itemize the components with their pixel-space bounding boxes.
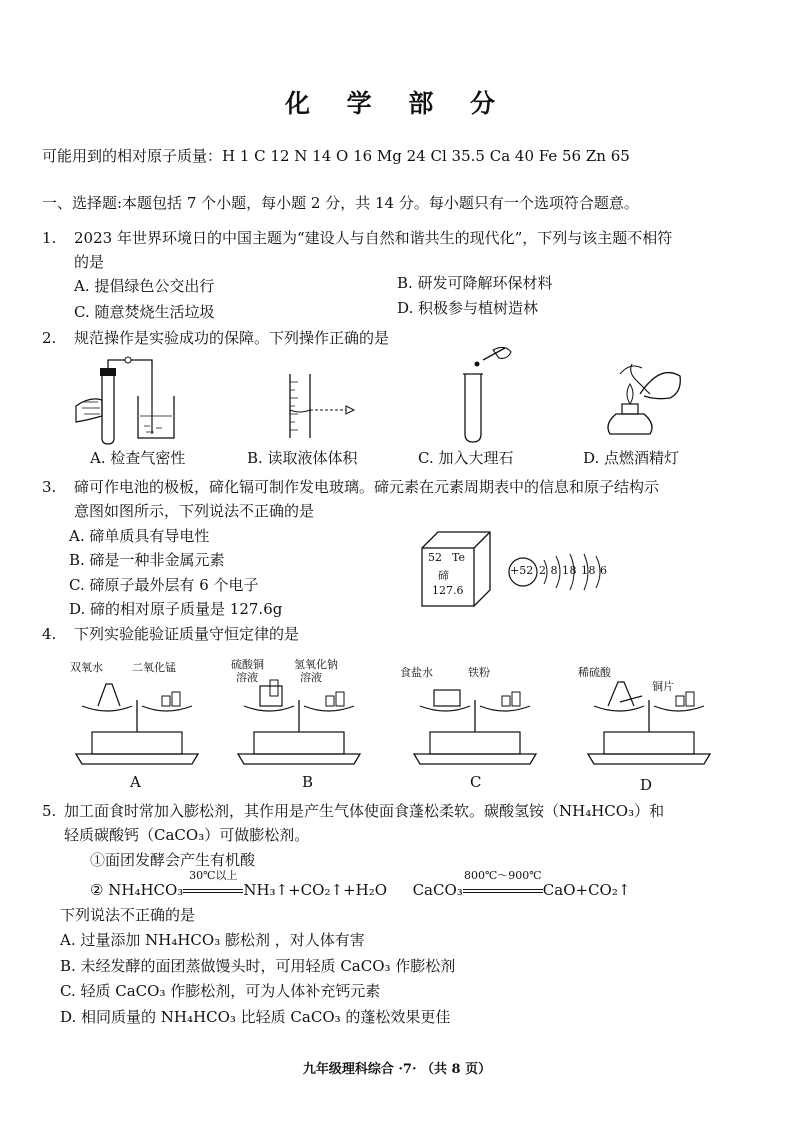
- q5-stem: 加工面食时常加入膨松剂，其作用是产生气体使面食蓬松柔软。碳酸氢铵（NH₄HCO₃）和: [64, 802, 665, 820]
- q5-option-a: A. 过量添加 NH₄HCO₃ 膨松剂 ，对人体有害: [60, 931, 365, 949]
- label-naoh-solution: 溶液: [300, 671, 322, 684]
- tile-symbol: Te: [452, 551, 465, 564]
- page-footer: 九年级理科综合 ·7· （共 8 页）: [302, 1062, 492, 1077]
- eq1-reactant: NH₄HCO₃: [108, 881, 184, 899]
- page-title: 化 学 部 分: [284, 89, 510, 118]
- eq1-products: NH₃↑+CO₂↑+H₂O: [243, 881, 387, 899]
- q2-option-a: A. 检查气密性: [90, 449, 186, 467]
- balance-c-caption: C: [470, 773, 482, 791]
- balance-b: [234, 676, 364, 766]
- q3-option-a: A. 碲单质具有导电性: [69, 527, 210, 545]
- q3-stem-cont: 意图如图所示，下列说法不正确的是: [74, 502, 315, 520]
- q1-option-a: A. 提倡绿色公交出行: [74, 277, 215, 295]
- label-dilute-h2so4: 稀硫酸: [578, 666, 611, 679]
- section-heading: 一、选择题:本题包括 7 个小题，每小题 2 分，共 14 分。每小题只有一个选项符合题意。: [42, 194, 639, 212]
- atomic-masses: 可能用到的相对原子质量：H 1 C 12 N 14 O 16 Mg 24 Cl 35.5 Ca 40 Fe 56 Zn 65: [42, 147, 630, 165]
- alcohol-lamp-figure: [600, 354, 690, 444]
- q5-equations: [90, 869, 631, 900]
- q5-info-1: ①面团发酵会产生有机酸: [90, 851, 256, 869]
- balance-b-caption: B: [302, 773, 314, 791]
- read-volume-figure: [280, 370, 370, 440]
- eq2-products: CaO+CO₂↑: [542, 881, 631, 899]
- q3-option-d: D. 碲的相对原子质量是 127.6g: [69, 600, 283, 618]
- q2-option-b: B. 读取液体体积: [247, 449, 358, 467]
- q3-option-b: B. 碲是一种非金属元素: [69, 551, 225, 569]
- label-copper-sheet: 铜片: [652, 680, 674, 693]
- label-naoh: 氢氧化钠: [294, 658, 338, 671]
- balance-a: [72, 676, 202, 766]
- airtightness-check-figure: [72, 356, 192, 446]
- q1-stem-cont: 的是: [74, 253, 105, 271]
- q2-option-d: D. 点燃酒精灯: [583, 449, 680, 467]
- q5-option-c: C. 轻质 CaCO₃ 作膨松剂，可为人体补充钙元素: [60, 982, 381, 1000]
- label-cuso4-solution: 溶液: [236, 671, 258, 684]
- eq2-arrow: [463, 869, 543, 900]
- q2-option-c: C. 加入大理石: [418, 449, 514, 467]
- balance-d-caption: D: [640, 776, 653, 794]
- q3-number: 3.: [42, 478, 57, 496]
- q4-stem: 下列实验能验证质量守恒定律的是: [74, 625, 300, 643]
- add-marble-figure: [455, 344, 525, 444]
- q4-number: 4.: [42, 625, 57, 643]
- label-mno2: 二氧化锰: [132, 661, 176, 674]
- q5-number: 5.: [42, 802, 57, 820]
- eq2-condition: 800℃～900℃: [463, 869, 542, 882]
- eq2-reactant: CaCO₃: [412, 881, 463, 899]
- q2-number: 2.: [42, 329, 57, 347]
- q5-ask: 下列说法不正确的是: [60, 906, 196, 924]
- q1-option-b: B. 研发可降解环保材料: [397, 274, 553, 292]
- balance-c: [410, 676, 540, 766]
- q3-option-c: C. 碲原子最外层有 6 个电子: [69, 576, 259, 594]
- q1-number: 1.: [42, 229, 57, 247]
- q1-stem: 2023 年世界环境日的中国主题为“建设人与自然和谐共生的现代化”，下列与该主题不相符: [74, 229, 673, 247]
- balance-d: [584, 676, 714, 766]
- label-brine: 食盐水: [400, 666, 433, 679]
- q1-option-c: C. 随意焚烧生活垃圾: [74, 303, 215, 321]
- tile-atomic-mass: 127.6: [432, 584, 464, 597]
- q5-option-d: D. 相同质量的 NH₄HCO₃ 比轻质 CaCO₃ 的蓬松效果更佳: [60, 1008, 451, 1026]
- q5-info-2-label: ②: [90, 881, 104, 899]
- balance-a-caption: A: [130, 773, 141, 791]
- label-h2o2: 双氧水: [70, 661, 103, 674]
- q3-stem: 碲可作电池的极板，碲化镉可制作发电玻璃。碲元素在元素周期表中的信息和原子结构示: [74, 478, 660, 496]
- tile-atomic-number: 52: [428, 551, 442, 564]
- q2-stem: 规范操作是实验成功的保障。下列操作正确的是: [74, 329, 390, 347]
- eq1-arrow: [183, 869, 243, 900]
- eq1-condition: 30℃以上: [189, 869, 238, 882]
- q1-option-d: D. 积极参与植树造林: [397, 299, 539, 317]
- q5-option-b: B. 未经发酵的面团蒸做馒头时，可用轻质 CaCO₃ 作膨松剂: [60, 957, 456, 975]
- electron-shells: 2 8 18 18 6: [539, 564, 608, 577]
- q5-stem-cont: 轻质碳酸钙（CaCO₃）可做膨松剂。: [64, 826, 310, 844]
- label-iron-powder: 铁粉: [468, 666, 490, 679]
- label-cuso4: 硫酸铜: [231, 658, 264, 671]
- nucleus-charge: +52: [510, 564, 534, 577]
- tile-name: 碲: [438, 569, 449, 582]
